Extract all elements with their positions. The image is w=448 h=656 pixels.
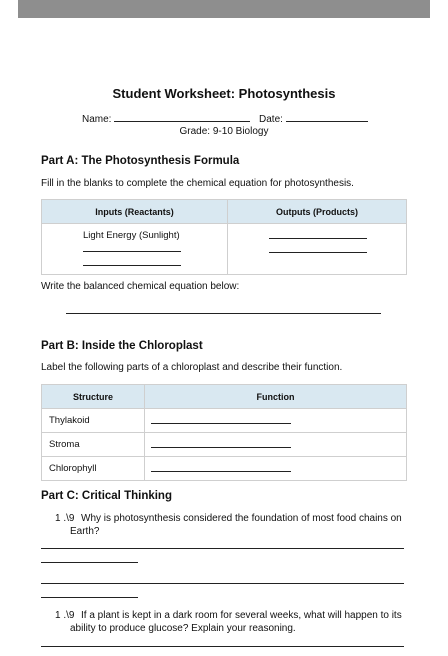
question-2-number: 1 .\9 bbox=[55, 610, 75, 621]
answer-line-2a[interactable] bbox=[41, 646, 404, 647]
chloroplast-table bbox=[41, 384, 407, 481]
part-b-heading: Part B: Inside the Chloroplast bbox=[41, 340, 203, 352]
output-blank-2[interactable] bbox=[269, 252, 367, 253]
part-a-heading: Part A: The Photosynthesis Formula bbox=[41, 155, 240, 167]
balanced-equation-prompt: Write the balanced chemical equation below: bbox=[41, 281, 240, 292]
input-blank-2[interactable] bbox=[83, 265, 181, 266]
structure-header: Structure bbox=[42, 385, 145, 409]
function-blank-chlorophyll[interactable] bbox=[151, 471, 291, 472]
grade-label: Grade: 9-10 Biology bbox=[179, 126, 269, 137]
question-1-number: 1 .\9 bbox=[55, 513, 75, 524]
light-energy-label: Light Energy (Sunlight) bbox=[83, 230, 180, 241]
date-label: Date: bbox=[259, 114, 283, 125]
balanced-equation-blank[interactable] bbox=[66, 313, 381, 314]
output-blank-1[interactable] bbox=[269, 238, 367, 239]
outputs-header: Outputs (Products) bbox=[228, 200, 407, 224]
equation-table bbox=[41, 199, 407, 275]
answer-line-1d[interactable] bbox=[41, 597, 138, 598]
function-cell-chlorophyll bbox=[145, 457, 407, 481]
structure-cell-stroma: Stroma bbox=[42, 433, 145, 457]
question-2-text-line2: ability to produce glucose? Explain your reasoning. bbox=[70, 623, 296, 634]
name-blank[interactable] bbox=[114, 112, 250, 122]
question-1-text-line1: Why is photosynthesis considered the foundation of most food chains on bbox=[81, 513, 402, 524]
name-date-row bbox=[82, 112, 368, 125]
answer-line-1b[interactable] bbox=[41, 562, 138, 563]
input-blank-1[interactable] bbox=[83, 251, 181, 252]
inputs-cell bbox=[42, 224, 228, 275]
answer-line-1c[interactable] bbox=[41, 583, 404, 584]
function-cell-thylakoid bbox=[145, 409, 407, 433]
worksheet-title: Student Worksheet: Photosynthesis bbox=[112, 86, 336, 101]
question-1-text-line2: Earth? bbox=[70, 526, 100, 537]
part-a-instruction: Fill in the blanks to complete the chemical equation for photosynthesis. bbox=[41, 178, 354, 189]
function-cell-stroma bbox=[145, 433, 407, 457]
outputs-cell bbox=[228, 224, 407, 275]
date-blank[interactable] bbox=[286, 112, 368, 122]
name-label: Name: bbox=[82, 114, 112, 125]
inputs-header: Inputs (Reactants) bbox=[42, 200, 228, 224]
structure-cell-chlorophyll: Chlorophyll bbox=[42, 457, 145, 481]
part-b-instruction: Label the following parts of a chloroplast and describe their function. bbox=[41, 362, 343, 373]
question-2-text-line1: If a plant is kept in a dark room for several weeks, what will happen to its bbox=[81, 610, 402, 621]
part-c-heading: Part C: Critical Thinking bbox=[41, 490, 172, 502]
function-header: Function bbox=[145, 385, 407, 409]
function-blank-stroma[interactable] bbox=[151, 447, 291, 448]
top-scroll-bar bbox=[18, 0, 430, 18]
answer-line-1a[interactable] bbox=[41, 548, 404, 549]
structure-cell-thylakoid: Thylakoid bbox=[42, 409, 145, 433]
function-blank-thylakoid[interactable] bbox=[151, 423, 291, 424]
